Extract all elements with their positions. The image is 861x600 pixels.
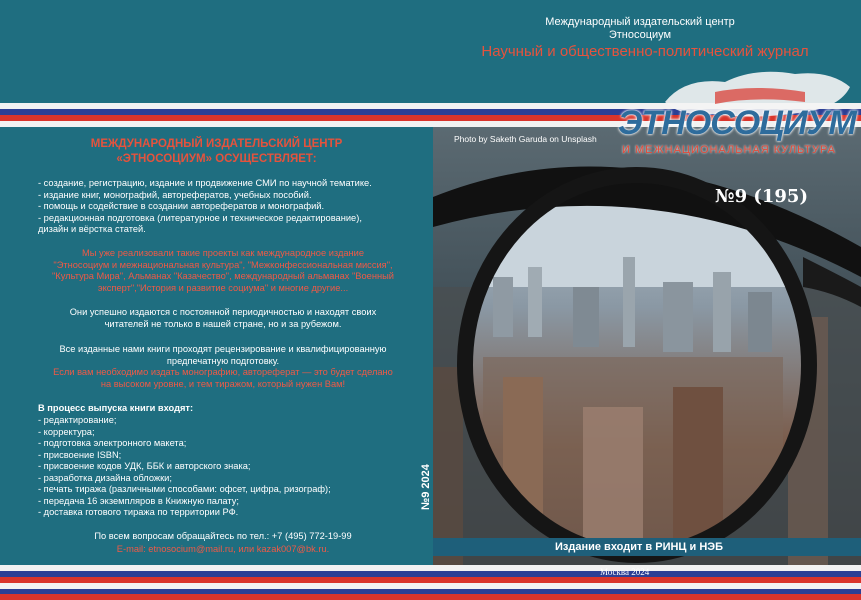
journal-logo-subtitle: И МЕЖНАЦИОНАЛЬНАЯ КУЛЬТУРА [622, 144, 836, 156]
flag-stripe-red [0, 594, 861, 600]
projects-paragraph: Мы уже реализовали такие проекты как международное издание "Этносоциум и межнациональная культура", "Межконфессиональная миссия", "Культура Мира", Альманах "Казачество", международный альманах "Военный эксперт","История и развитие социума" и многие другие... [52, 248, 394, 293]
list-item: - присвоение кодов УДК, ББК и авторского знака; [38, 461, 251, 471]
offer-paragraph: Если вам необходимо издать монографию, автореферат — это будет сделано на высоком уровне, и тем тиражом, который нужен Вам! [53, 367, 393, 389]
process-title: В процесс выпуска книги входят: [38, 403, 194, 413]
publisher-brand: Этносоциум [608, 29, 672, 41]
publisher-name: Международный издательский центр [545, 16, 735, 28]
contact-email: E-mail: etnosocium@mail.ru, или kazak007@bk.ru. [116, 544, 330, 554]
list-item: - присвоение ISBN; [38, 449, 122, 460]
list-item: - редактирование; [38, 415, 117, 425]
success-paragraph: Они успешно издаются с постоянной периодичностью и находят своих читателей не только в нашей стране, но и за рубежом. [69, 307, 377, 329]
issue-year-vertical: №9 2024 [420, 464, 432, 510]
index-note: Издание входит в РИНЦ и НЭБ [555, 541, 724, 553]
list-item: - издание книг, монографий, авторефератов, учебных пособий. [38, 189, 312, 200]
list-item: - редакционная подготовка (литературное и техническое редактирование), [38, 212, 362, 223]
back-title: «ЭТНОСОЦИУМ» ОСУЩЕСТВЛЯЕТ: [116, 153, 317, 165]
process-list [38, 415, 408, 519]
list-item: - разработка дизайна обложки; [38, 472, 172, 483]
back-title: МЕЖДУНАРОДНЫЙ ИЗДАТЕЛЬСКИЙ ЦЕНТР [90, 138, 343, 150]
city-year: Москва 2024 [600, 567, 650, 577]
back-cover [0, 127, 433, 565]
list-item: - помощь и содействие в создании авторефератов и монографий. [38, 201, 325, 211]
issue-number: №9 (195) [715, 186, 808, 207]
journal-logo: ЭТНОСОЦИУМ [618, 104, 856, 142]
list-item: дизайн и вёрстка статей. [38, 224, 146, 234]
review-paragraph: Все изданные нами книги проходят рецензирование и квалифицированную предпечатную подготовку. [59, 344, 387, 366]
list-item: - передача 16 экземпляров в Книжную палату; [38, 495, 239, 506]
journal-type: Научный и общественно-политический журнал [481, 43, 809, 60]
list-item: - создание, регистрацию, издание и продвижение СМИ по научной тематике. [38, 178, 372, 188]
services-list [38, 178, 408, 236]
list-item: - доставка готового тиража по территории РФ. [38, 507, 239, 517]
photo-credit: Photo by Saketh Garuda on Unsplash [454, 134, 597, 144]
list-item: - корректура; [38, 426, 95, 437]
list-item: - подготовка электронного макета; [38, 438, 187, 448]
contact-phone: По всем вопросам обращайтесь по тел.: +7 (495) 772-19-99 [94, 531, 352, 541]
list-item: - печать тиража (различными способами: офсет, цифра, ризограф); [38, 484, 331, 494]
